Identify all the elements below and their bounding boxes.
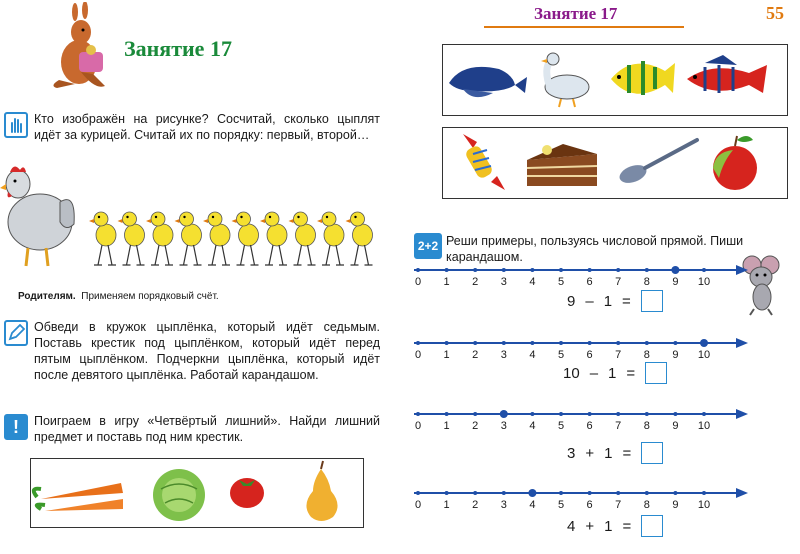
tick-mark bbox=[445, 268, 449, 272]
chick-icon bbox=[175, 212, 202, 265]
tropical-fish-icon bbox=[611, 61, 675, 95]
tick-label: 10 bbox=[697, 499, 711, 511]
tick-label: 8 bbox=[643, 349, 650, 361]
tick-mark bbox=[445, 491, 449, 495]
tick-label: 8 bbox=[643, 276, 650, 288]
whale-icon bbox=[449, 67, 527, 97]
tick-mark bbox=[673, 412, 677, 416]
equation-a: 9 bbox=[567, 292, 576, 310]
tick-mark bbox=[502, 268, 506, 272]
tick-mark bbox=[616, 341, 620, 345]
marked-point bbox=[500, 410, 508, 418]
task4-text: Реши примеры, пользуясь числовой прямой. Пиши карандашом. bbox=[446, 234, 744, 264]
tick-label: 9 bbox=[672, 420, 679, 432]
chick-icon bbox=[203, 212, 230, 265]
tick-mark bbox=[645, 491, 649, 495]
number-line bbox=[0, 337, 800, 367]
chick-icon bbox=[118, 212, 145, 265]
tick-label: 6 bbox=[586, 276, 593, 288]
tick-mark bbox=[673, 341, 677, 345]
tick-label: 5 bbox=[557, 499, 565, 511]
chick-icon bbox=[89, 212, 116, 265]
tick-label: 9 bbox=[672, 276, 679, 288]
tick-mark bbox=[559, 491, 563, 495]
tick-label: 7 bbox=[615, 349, 622, 361]
tick-mark bbox=[702, 412, 706, 416]
page-number: 55 bbox=[766, 3, 784, 23]
exclamation-icon: ! bbox=[4, 414, 28, 440]
tick-label: 3 bbox=[500, 276, 507, 288]
tick-label: 4 bbox=[529, 349, 536, 361]
task2-text: Обведи в кружок цыплёнка, который идёт седьмым. Поставь крестик под цыплёнком, который идёт перед пятым цыплёнком. Подчеркни цыплёнка, который идёт после девятого цыплёнка. Работай карандашом. bbox=[34, 320, 380, 382]
cake-slice-icon bbox=[527, 144, 597, 186]
equation-a: 10 bbox=[563, 364, 580, 382]
tick-label: 4 bbox=[529, 420, 536, 432]
tick-label: 5 bbox=[557, 276, 565, 288]
tick-mark bbox=[588, 341, 592, 345]
tick-mark bbox=[502, 341, 506, 345]
parents-note-label: Родителям. bbox=[18, 291, 76, 302]
marked-point bbox=[700, 339, 708, 347]
tick-label: 1 bbox=[443, 276, 450, 288]
tick-mark bbox=[416, 341, 420, 345]
number-line bbox=[0, 264, 800, 294]
tick-label: 10 bbox=[697, 420, 711, 432]
finger-count-icon bbox=[4, 112, 28, 138]
tick-mark bbox=[616, 268, 620, 272]
arrow-icon bbox=[736, 409, 748, 419]
items-frame bbox=[442, 127, 788, 199]
tick-mark bbox=[416, 491, 420, 495]
answer-box[interactable] bbox=[641, 290, 663, 312]
arrow-icon bbox=[736, 338, 748, 348]
task3-text: Поиграем в игру «Четвёртый лишний». Найди лишний предмет и поставь под ним крестик. bbox=[34, 414, 380, 444]
tick-mark bbox=[530, 412, 534, 416]
marked-point bbox=[528, 489, 536, 497]
tick-label: 4 bbox=[529, 276, 536, 288]
tick-label: 1 bbox=[443, 499, 450, 511]
number-line bbox=[0, 487, 800, 517]
equation-eq: = bbox=[626, 364, 636, 382]
tick-mark bbox=[588, 412, 592, 416]
tick-label: 8 bbox=[643, 420, 650, 432]
task1-text: Кто изображён на рисунке? Сосчитай, сколько цыплят идёт за курицей. Считай их по порядку: первый, второй… bbox=[34, 112, 380, 142]
tick-mark bbox=[416, 412, 420, 416]
tick-mark bbox=[559, 412, 563, 416]
perch-fish-icon bbox=[687, 55, 767, 93]
tick-mark bbox=[645, 268, 649, 272]
equation bbox=[567, 515, 663, 537]
tick-mark bbox=[588, 491, 592, 495]
equation-eq: = bbox=[622, 292, 631, 310]
tick-mark bbox=[473, 491, 477, 495]
spoon-icon bbox=[617, 140, 697, 186]
animals-row bbox=[443, 45, 785, 113]
tick-label: 7 bbox=[615, 276, 622, 288]
tick-label: 3 bbox=[500, 499, 507, 511]
goose-icon bbox=[541, 53, 589, 107]
chick-icon bbox=[317, 212, 344, 265]
answer-box[interactable] bbox=[645, 362, 667, 384]
animals-frame bbox=[442, 44, 788, 116]
tick-mark bbox=[445, 412, 449, 416]
equation bbox=[563, 362, 667, 384]
arrow-icon bbox=[736, 265, 748, 275]
arrow-icon bbox=[736, 488, 748, 498]
equation-a: 4 bbox=[567, 517, 576, 535]
tick-label: 3 bbox=[500, 420, 507, 432]
tick-label: 0 bbox=[414, 349, 422, 361]
tick-label: 2 bbox=[472, 499, 479, 511]
tick-label: 8 bbox=[643, 499, 650, 511]
equation-eq: = bbox=[622, 444, 632, 462]
chick-icon bbox=[232, 212, 259, 265]
tick-label: 5 bbox=[557, 420, 565, 432]
tick-label: 10 bbox=[697, 349, 711, 361]
tick-label: 6 bbox=[586, 349, 593, 361]
tick-label: 0 bbox=[414, 420, 422, 432]
tick-mark bbox=[530, 341, 534, 345]
lesson-title-left: Занятие 17 bbox=[124, 36, 232, 61]
equation bbox=[567, 442, 663, 464]
equation-a: 3 bbox=[567, 444, 576, 462]
title-underline bbox=[484, 26, 684, 28]
marked-point bbox=[671, 266, 679, 274]
tick-mark bbox=[559, 268, 563, 272]
chick-icon bbox=[289, 212, 316, 265]
tick-label: 6 bbox=[586, 420, 593, 432]
equation-b: 1 bbox=[608, 364, 617, 382]
tick-mark bbox=[559, 341, 563, 345]
tick-mark bbox=[445, 341, 449, 345]
items-row bbox=[443, 128, 785, 196]
candy-icon bbox=[463, 134, 505, 190]
tick-label: 9 bbox=[672, 499, 679, 511]
parents-note-text: Применяем порядковый счёт. bbox=[81, 291, 219, 302]
plus-task-icon: 2+2 bbox=[414, 233, 442, 259]
tick-label: 2 bbox=[472, 420, 479, 432]
tick-label: 9 bbox=[672, 349, 679, 361]
hen-illustration bbox=[0, 162, 78, 272]
tick-label: 5 bbox=[557, 349, 565, 361]
tick-label: 7 bbox=[615, 420, 622, 432]
equation-op: + bbox=[585, 517, 595, 535]
tick-mark bbox=[416, 268, 420, 272]
kangaroo-illustration bbox=[45, 2, 113, 90]
equation-op: – bbox=[585, 292, 594, 310]
tick-label: 0 bbox=[414, 276, 422, 288]
number-line bbox=[0, 408, 800, 438]
equation-eq: = bbox=[622, 517, 632, 535]
tick-mark bbox=[473, 412, 477, 416]
tick-mark bbox=[645, 412, 649, 416]
apple-icon bbox=[713, 136, 757, 190]
tick-label: 1 bbox=[443, 420, 450, 432]
tick-mark bbox=[530, 268, 534, 272]
tick-label: 2 bbox=[472, 276, 479, 288]
tick-label: 3 bbox=[500, 349, 507, 361]
tick-mark bbox=[673, 491, 677, 495]
equation-op: + bbox=[585, 444, 595, 462]
tick-label: 1 bbox=[443, 349, 450, 361]
equation bbox=[567, 290, 663, 312]
equation-b: 1 bbox=[603, 292, 613, 310]
tick-mark bbox=[473, 341, 477, 345]
tick-label: 7 bbox=[615, 499, 622, 511]
tick-mark bbox=[702, 491, 706, 495]
tick-mark bbox=[616, 491, 620, 495]
tick-label: 10 bbox=[697, 276, 711, 288]
tick-label: 2 bbox=[472, 349, 479, 361]
tick-mark bbox=[616, 412, 620, 416]
equation-b: 1 bbox=[604, 517, 613, 535]
tick-label: 0 bbox=[414, 499, 422, 511]
equation-op: – bbox=[589, 364, 599, 382]
tick-mark bbox=[502, 491, 506, 495]
tick-mark bbox=[473, 268, 477, 272]
lesson-title-right: Занятие 17 bbox=[534, 4, 618, 23]
equation-b: 1 bbox=[604, 444, 613, 462]
answer-box[interactable] bbox=[641, 515, 663, 537]
chick-icon bbox=[260, 212, 287, 265]
tick-mark bbox=[645, 341, 649, 345]
tick-mark bbox=[702, 268, 706, 272]
chick-icon bbox=[346, 212, 373, 265]
tick-label: 4 bbox=[529, 499, 536, 511]
chick-icon bbox=[146, 212, 173, 265]
answer-box[interactable] bbox=[641, 442, 663, 464]
tick-mark bbox=[588, 268, 592, 272]
tick-label: 6 bbox=[586, 499, 593, 511]
